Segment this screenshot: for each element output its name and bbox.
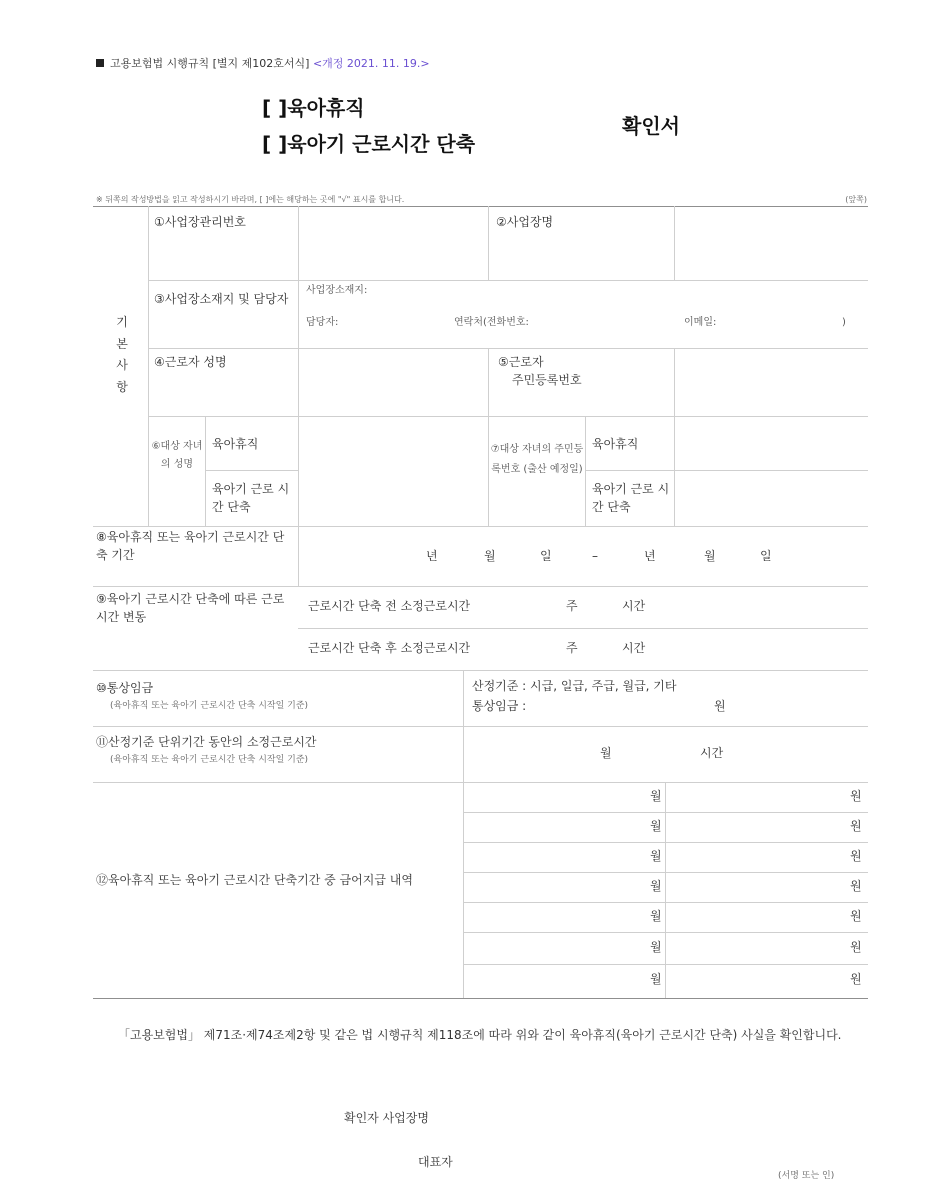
label-email: 이메일: xyxy=(684,317,717,328)
wage-basis: 산정기준 : 시급, 일급, 주급, 월급, 기타 xyxy=(472,679,677,693)
label-hours-after: 근로시간 단축 후 소정근로시간 xyxy=(308,641,471,655)
label-unit-hours: ⑪산정기준 단위기간 동안의 소정근로시간 xyxy=(96,735,317,749)
label-child-name-reduction: 육아기 근로 시간 단축 xyxy=(212,482,290,514)
period-year-end: 년 xyxy=(644,549,656,563)
payment-won: 원 xyxy=(850,789,862,803)
label-contact-person: 담당자: xyxy=(306,317,339,328)
payment-month: 월 xyxy=(650,819,662,833)
payment-won: 원 xyxy=(850,879,862,893)
label-worker-name: ④근로자 성명 xyxy=(154,355,227,369)
period-year-start: 년 xyxy=(426,549,438,563)
label-payments: ⑫육아휴직 또는 육아기 근로시간 단축기간 중 금어지급 내역 xyxy=(96,873,413,887)
payment-won: 원 xyxy=(850,909,862,923)
week-after: 주 xyxy=(566,641,578,655)
week-before: 주 xyxy=(566,599,578,613)
revision-date: <개정 2021. 11. 19.> xyxy=(312,57,430,70)
label-worker-id-1: ⑤근로자 xyxy=(498,355,544,369)
signature-or-seal: (서명 또는 인) xyxy=(778,1171,835,1181)
label-child-id-leave: 육아휴직 xyxy=(592,437,639,451)
confirmation-statement: 「고용보험법」 제71조·제74조제2항 및 같은 법 시행규칙 제118조에 따라 위와 같이 육아휴직(육아기 근로시간 단축) 사실을 확인합니다. xyxy=(118,1028,842,1042)
form-reference: 고용보험법 시행규칙 [별지 제102호서식] <개정 2021. 11. 19.> xyxy=(96,55,430,71)
label-worker-id-2: 주민등록번호 xyxy=(512,373,582,387)
instruction-note: ※ 뒤쪽의 작성방법을 읽고 작성하시기 바라며, [ ]에는 해당하는 곳에 "√" 표시를 합니다. xyxy=(96,195,405,204)
label-hours-change: ⑨육아기 근로시간 단축에 따른 근로시간 변동 xyxy=(96,592,285,624)
label-business-address: ③사업장소재지 및 담당자 xyxy=(154,292,289,306)
label-unit-hours-sub: (육아휴직 또는 육아기 근로시간 단축 시작일 기준) xyxy=(110,755,309,765)
payment-month: 월 xyxy=(650,972,662,986)
page-side-label: (앞쪽) xyxy=(845,195,867,204)
wage-value-label: 통상임금 : xyxy=(472,699,527,713)
title-leave: [ ]육아휴직 xyxy=(262,96,365,120)
label-wage: ⑩통상임금 xyxy=(96,681,154,695)
label-phone: 연락처(전화번호: xyxy=(454,317,529,328)
payment-won: 원 xyxy=(850,849,862,863)
unit-month: 월 xyxy=(600,746,612,760)
label-hours-before: 근로시간 단축 전 소정근로시간 xyxy=(308,599,471,613)
title-certificate: 확인서 xyxy=(622,114,680,138)
period-month-start: 월 xyxy=(484,549,496,563)
payment-month: 월 xyxy=(650,879,662,893)
payment-month: 월 xyxy=(650,940,662,954)
label-child-name-leave: 육아휴직 xyxy=(212,437,259,451)
period-day-end: 일 xyxy=(760,549,772,563)
bullet-square-icon xyxy=(96,59,104,67)
payment-month: 월 xyxy=(650,909,662,923)
period-dash: – xyxy=(592,549,598,563)
title-reduction: [ ]육아기 근로시간 단축 xyxy=(262,132,476,156)
basic-section-label: 기 본 사 항 xyxy=(116,315,128,394)
payment-month: 월 xyxy=(650,789,662,803)
payment-month: 월 xyxy=(650,849,662,863)
label-child-id: ⑦대상 자녀의 주민등록번호 (출산 예정일) xyxy=(490,444,584,475)
payment-won: 원 xyxy=(850,972,862,986)
hours-before-unit: 시간 xyxy=(622,599,646,613)
payment-won: 원 xyxy=(850,819,862,833)
label-address: 사업장소재지: xyxy=(306,285,368,296)
label-business-name: ②사업장명 xyxy=(496,215,554,229)
payment-won: 원 xyxy=(850,940,862,954)
hours-after-unit: 시간 xyxy=(622,641,646,655)
close-paren: ) xyxy=(842,317,846,328)
confirmer-business-name: 확인자 사업장명 xyxy=(344,1111,429,1125)
label-wage-sub: (육아휴직 또는 육아기 근로시간 단축 시작일 기준) xyxy=(110,701,309,711)
unit-hours-unit: 시간 xyxy=(700,746,724,760)
label-child-id-reduction: 육아기 근로 시간 단축 xyxy=(592,482,670,514)
label-child-name: ⑥대상 자녀의 성명 xyxy=(151,441,203,470)
label-business-mgmt-number: ①사업장관리번호 xyxy=(154,215,246,229)
label-period: ⑧육아휴직 또는 육아기 근로시간 단축 기간 xyxy=(96,530,285,562)
wage-won: 원 xyxy=(714,699,726,713)
period-day-start: 일 xyxy=(540,549,552,563)
representative-label: 대표자 xyxy=(418,1155,453,1169)
period-month-end: 월 xyxy=(704,549,716,563)
